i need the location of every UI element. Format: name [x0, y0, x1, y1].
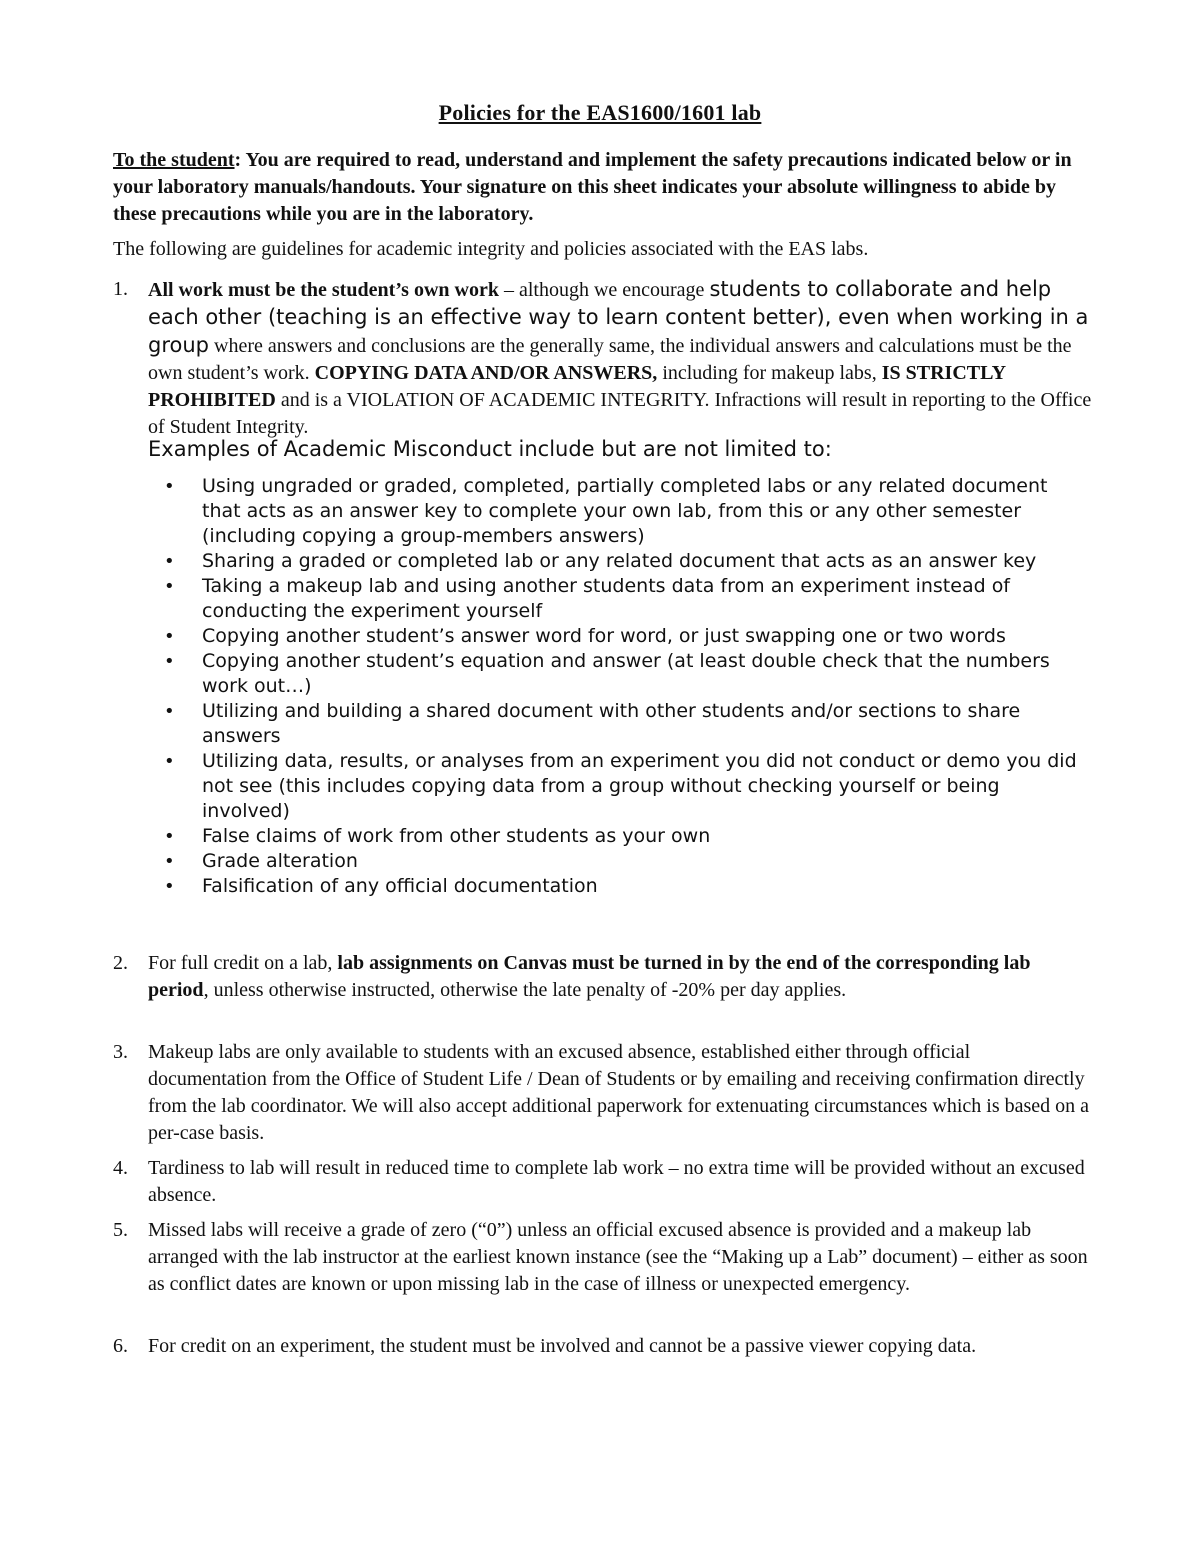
list-item-text: Copying another student’s equation and answer (at least double check that the numbers work out…)	[202, 650, 1050, 697]
bullet-icon: •	[164, 576, 175, 597]
list-item	[160, 624, 1090, 649]
list-item-text: Sharing a graded or completed lab or any related document that acts as an answer key	[202, 550, 1037, 572]
item-2-span-2: , unless otherwise instructed, otherwise the late penalty of -20% per day applies.	[203, 979, 847, 1001]
guidelines-paragraph: The following are guidelines for academic integrity and policies associated with the EAS labs.	[113, 238, 869, 260]
list-item-text: Falsification of any official documentation	[202, 875, 598, 897]
bullet-icon: •	[164, 751, 175, 772]
item-5-text: Missed labs will receive a grade of zero (“0”) unless an official excused absence is provided and a makeup lab arranged with the lab instructor at the earliest known instance (see the “Making up a Lab” document) – either as soon as conflict dates are known or upon missing lab in the case of illness or unexpected emergency.	[148, 1219, 1088, 1295]
item-1-bold-lead: All work must be the student’s own work	[148, 279, 499, 301]
item-6-text: For credit on an experiment, the student must be involved and cannot be a passive viewer copying data.	[148, 1335, 977, 1357]
item-5-number: 5.	[113, 1219, 128, 1241]
item-1-span-3: including for makeup labs,	[657, 362, 882, 384]
item-4-number: 4.	[113, 1157, 128, 1179]
bullet-icon: •	[164, 551, 175, 572]
list-item	[160, 474, 1090, 549]
item-1-sans-text: students to collaborate and help each other (teaching is an effective way to learn content better), even when working in a group	[148, 277, 1089, 357]
item-2-bold: lab assignments on Canvas must be turned in by the end of the corresponding lab period	[148, 952, 1031, 1001]
item-1-text	[148, 276, 1093, 441]
item-6-number: 6.	[113, 1335, 128, 1357]
list-item-text: False claims of work from other students as your own	[202, 825, 711, 847]
list-item	[160, 549, 1090, 574]
page-title: Policies for the EAS1600/1601 lab	[438, 100, 762, 125]
list-item	[160, 849, 1090, 874]
list-item-text: Taking a makeup lab and using another students data from an experiment instead of conducting the experiment yourself	[202, 575, 1011, 622]
bullet-icon: •	[164, 826, 175, 847]
list-item	[160, 574, 1090, 624]
item-1-span-4: and is a VIOLATION OF ACADEMIC INTEGRITY. Infractions will result in reporting to the Office of Student Integrity.	[148, 389, 1092, 438]
list-item	[160, 824, 1090, 849]
item-1-span-2: where answers and conclusions are the generally same, the individual answers and calculations must be the own student’s work.	[148, 335, 1072, 384]
item-2-text	[148, 950, 1093, 1004]
list-item-text: Utilizing and building a shared document with other students and/or sections to share answers	[202, 700, 1021, 747]
item-3-number: 3.	[113, 1041, 128, 1063]
notice-text: You are required to read, understand and implement the safety precautions indicated below or in your laboratory manuals/handouts. Your signature on this sheet indicates your absolute willingness to abide by these precautions while you are in the laboratory.	[113, 149, 1072, 225]
student-notice	[113, 147, 1103, 228]
list-item	[160, 874, 1090, 899]
item-2-span-1: For full credit on a lab,	[148, 952, 338, 974]
item-3-text: Makeup labs are only available to students with an excused absence, established either through official documentation from the Office of Student Life / Dean of Students or by emailing and receiving confirmation directly from the lab coordinator. We will also accept additional paperwork for extenuating circumstances which is based on a per-case basis.	[148, 1041, 1090, 1144]
item-4-text: Tardiness to lab will result in reduced time to complete lab work – no extra time will be provided without an excused absence.	[148, 1157, 1085, 1206]
list-item-text: Grade alteration	[202, 850, 358, 872]
notice-colon: :	[234, 149, 242, 171]
bullet-icon: •	[164, 626, 175, 647]
bullet-icon: •	[164, 701, 175, 722]
examples-heading: Examples of Academic Misconduct include but are not limited to:	[148, 437, 832, 461]
list-item-text: Copying another student’s answer word for word, or just swapping one or two words	[202, 625, 1006, 647]
list-item-text: Utilizing data, results, or analyses from an experiment you did not conduct or demo you did not see (this includes copying data from a group without checking yourself or being involved)	[202, 750, 1077, 822]
misconduct-list	[160, 474, 1090, 899]
item-1-number: 1.	[113, 278, 128, 300]
bullet-icon: •	[164, 651, 175, 672]
list-item	[160, 749, 1090, 824]
bullet-icon: •	[164, 851, 175, 872]
item-1-bold-3: IS STRICTLY PROHIBITED	[148, 362, 1006, 411]
item-1-bold-2: COPYING DATA AND/OR ANSWERS,	[314, 362, 658, 384]
list-item	[160, 649, 1090, 699]
list-item-text: Using ungraded or graded, completed, partially completed labs or any related document that acts as an answer key to complete your own lab, from this or any other semester (including copying a group-members answers)	[202, 475, 1048, 547]
list-item	[160, 699, 1090, 749]
item-1-span-1: – although we encourage	[498, 279, 710, 301]
bullet-icon: •	[164, 876, 175, 897]
item-2-number: 2.	[113, 952, 128, 974]
bullet-icon: •	[164, 476, 175, 497]
notice-lead: To the student	[113, 149, 235, 171]
